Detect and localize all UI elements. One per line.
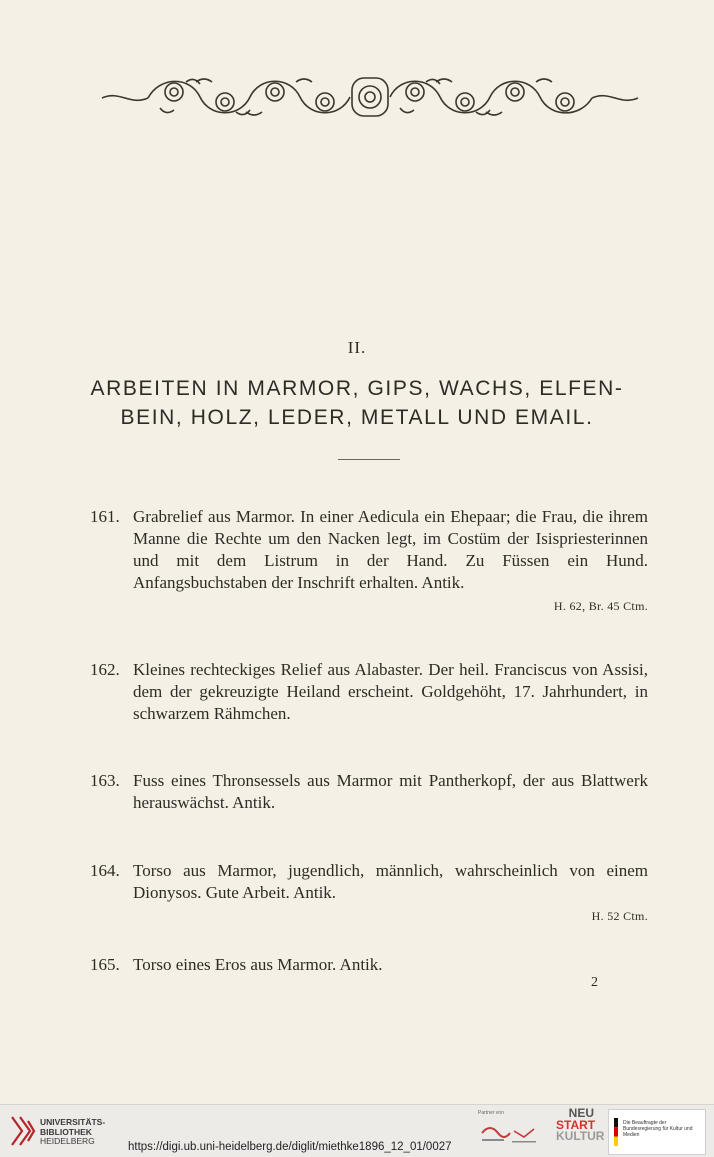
entry-number: 163. <box>90 771 120 790</box>
library-name[interactable]: UNIVERSITÄTS- BIBLIOTHEK HEIDELBERG <box>40 1117 106 1146</box>
federal-government-logo[interactable] <box>608 1109 706 1155</box>
catalog-entry-163 <box>90 770 648 814</box>
footer-bar <box>0 1104 714 1157</box>
catalog-entry-161 <box>90 506 648 617</box>
entry-dimensions: H. 52 Ctm. <box>591 909 648 923</box>
entry-description: Torso aus Marmor, jugendlich, männlich, wahrscheinlich von einem Dionysos. Gute Arbeit. Antik. <box>133 861 648 902</box>
section-heading <box>70 374 644 432</box>
university-library-logo-icon[interactable] <box>8 1113 36 1149</box>
entry-number: 161. <box>90 507 120 526</box>
partner-label: Partner von <box>478 1110 504 1116</box>
catalog-entry-165 <box>90 954 648 976</box>
section-number: II. <box>347 338 367 357</box>
ministry-text: Die Beauftragte der Bundesregierung für Kultur und Medien <box>623 1120 693 1138</box>
neustart-kultur-logo[interactable]: NEU START KULTUR <box>556 1106 605 1143</box>
entry-number: 164. <box>90 861 120 880</box>
catalog-entry-162 <box>90 659 648 725</box>
entry-number: 162. <box>90 660 120 679</box>
entry-dimensions: H. 62, Br. 45 Ctm. <box>553 599 648 613</box>
entry-description: Fuss eines Thronsessels aus Marmor mit Pantherkopf, der aus Blattwerk herauswächst. Antik. <box>133 771 648 812</box>
german-flag-icon <box>614 1118 618 1146</box>
catalog-entry-164 <box>90 860 648 927</box>
entry-number: 165. <box>90 955 120 974</box>
entry-description: Grabrelief aus Marmor. In einer Aedicula ein Ehepaar; die Frau, die ihrem Manne die Rechte um den Nacken legt, im Costüm der Isispriesterinnen und mit dem Listrum in der Hand. Zu Füssen ein Hund. Anfangsbuchstaben der Inschrift erhalten. Antik. <box>133 507 648 592</box>
heading-line-1: ARBEITEN IN MARMOR, GIPS, WACHS, ELFEN- <box>90 377 624 400</box>
divider-rule <box>338 459 400 460</box>
entry-description: Kleines rechteckiges Relief aus Alabaster. Der heil. Franciscus von Assisi, dem der gekreuzigte Heiland erscheint. Goldgehöht, 17. Jahrhundert, in schwarzem Rähmchen. <box>133 660 648 723</box>
entry-description: Torso eines Eros aus Marmor. Antik. <box>133 955 383 974</box>
heading-line-2: BEIN, HOLZ, LEDER, METALL UND EMAIL. <box>120 406 594 429</box>
source-url-link[interactable]: https://digi.ub.uni-heidelberg.de/diglit/miethke1896_12_01/0027 <box>128 1141 452 1153</box>
partner-logo-icon[interactable] <box>478 1119 540 1147</box>
signature-mark: 2 <box>591 975 598 990</box>
decorative-scroll-ornament <box>100 70 640 124</box>
